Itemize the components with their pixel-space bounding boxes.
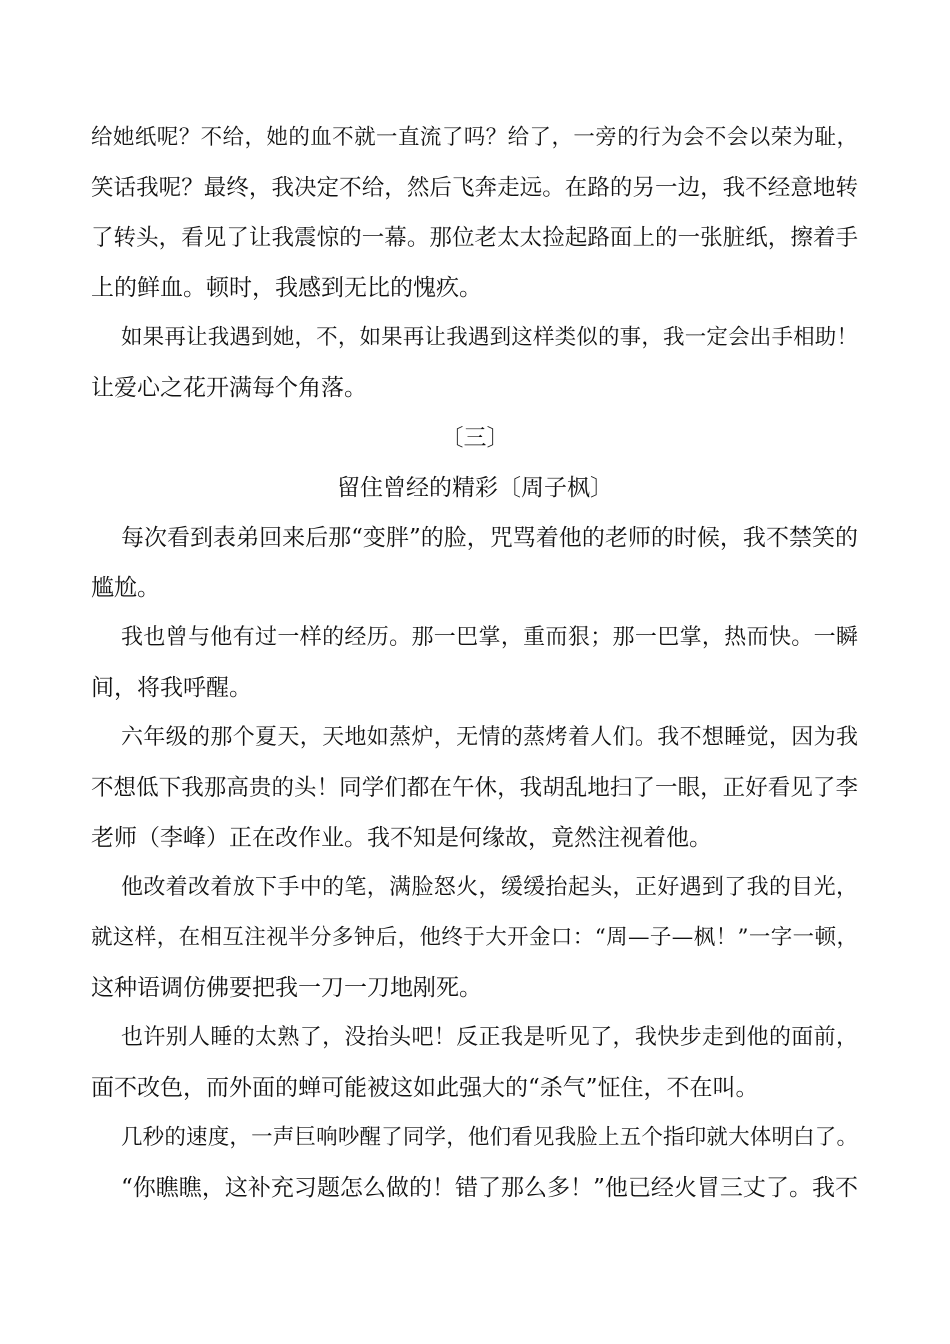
text-line: 六年级的那个夏天，天地如蒸炉，无情的蒸烤着人们。我不想睡觉，因为我 (121, 725, 858, 750)
text-line: 也许别人睡的太熟了，没抬头吧！反正我是听见了，我快步走到他的面前， (121, 1025, 858, 1050)
text-line: 老师（李峰）正在改作业。我不知是何缘故，竟然注视着他。 (91, 825, 712, 851)
text-line: 上的鲜血。顿时，我感到无比的愧疚。 (91, 275, 482, 301)
text-line: 笑话我呢？最终，我决定不给，然后飞奔走远。在路的另一边，我不经意地转 (91, 175, 858, 201)
text-line: 他改着改着放下手中的笔，满脸怒火，缓缓抬起头，正好遇到了我的目光， (121, 875, 858, 900)
text-line: 尴尬。 (91, 575, 160, 601)
text-line: 就这样，在相互注视半分多钟后，他终于大开金口：“周—子—枫！”一字一顿， (91, 925, 858, 950)
text-line: “你瞧瞧，这补充习题怎么做的！错了那么多！”他已经火冒三丈了。我不 (121, 1175, 858, 1201)
text-line: 不想低下我那高贵的头！同学们都在午休，我胡乱地扫了一眼，正好看见了李 (91, 775, 858, 801)
section-title: 留住曾经的精彩〔周子枫〕 (337, 475, 613, 501)
text-line: 给她纸呢？不给，她的血不就一直流了吗？给了，一旁的行为会不会以荣为耻， (91, 125, 858, 150)
text-line: 每次看到表弟回来后那“变胖”的脸，咒骂着他的老师的时候，我不禁笑的 (121, 525, 858, 551)
text-line: 面不改色，而外面的蝉可能被这如此强大的“杀气”怔住，不在叫。 (91, 1075, 759, 1101)
text-line: 我也曾与他有过一样的经历。那一巴掌，重而狠；那一巴掌，热而快。一瞬 (121, 625, 858, 650)
text-line: 让爱心之花开满每个角落。 (91, 375, 367, 401)
section-number: 〔三〕 (440, 425, 510, 451)
text-line: 间，将我呼醒。 (91, 675, 252, 701)
text-line: 了转头，看见了让我震惊的一幕。那位老太太捡起路面上的一张脏纸，擦着手 (91, 225, 858, 251)
text-line: 几秒的速度，一声巨响吵醒了同学，他们看见我脸上五个指印就大体明白了。 (121, 1125, 858, 1150)
text-line: 如果再让我遇到她，不，如果再让我遇到这样类似的事，我一定会出手相助！ (121, 325, 858, 350)
text-line: 这种语调仿佛要把我一刀一刀地剐死。 (91, 975, 482, 1001)
